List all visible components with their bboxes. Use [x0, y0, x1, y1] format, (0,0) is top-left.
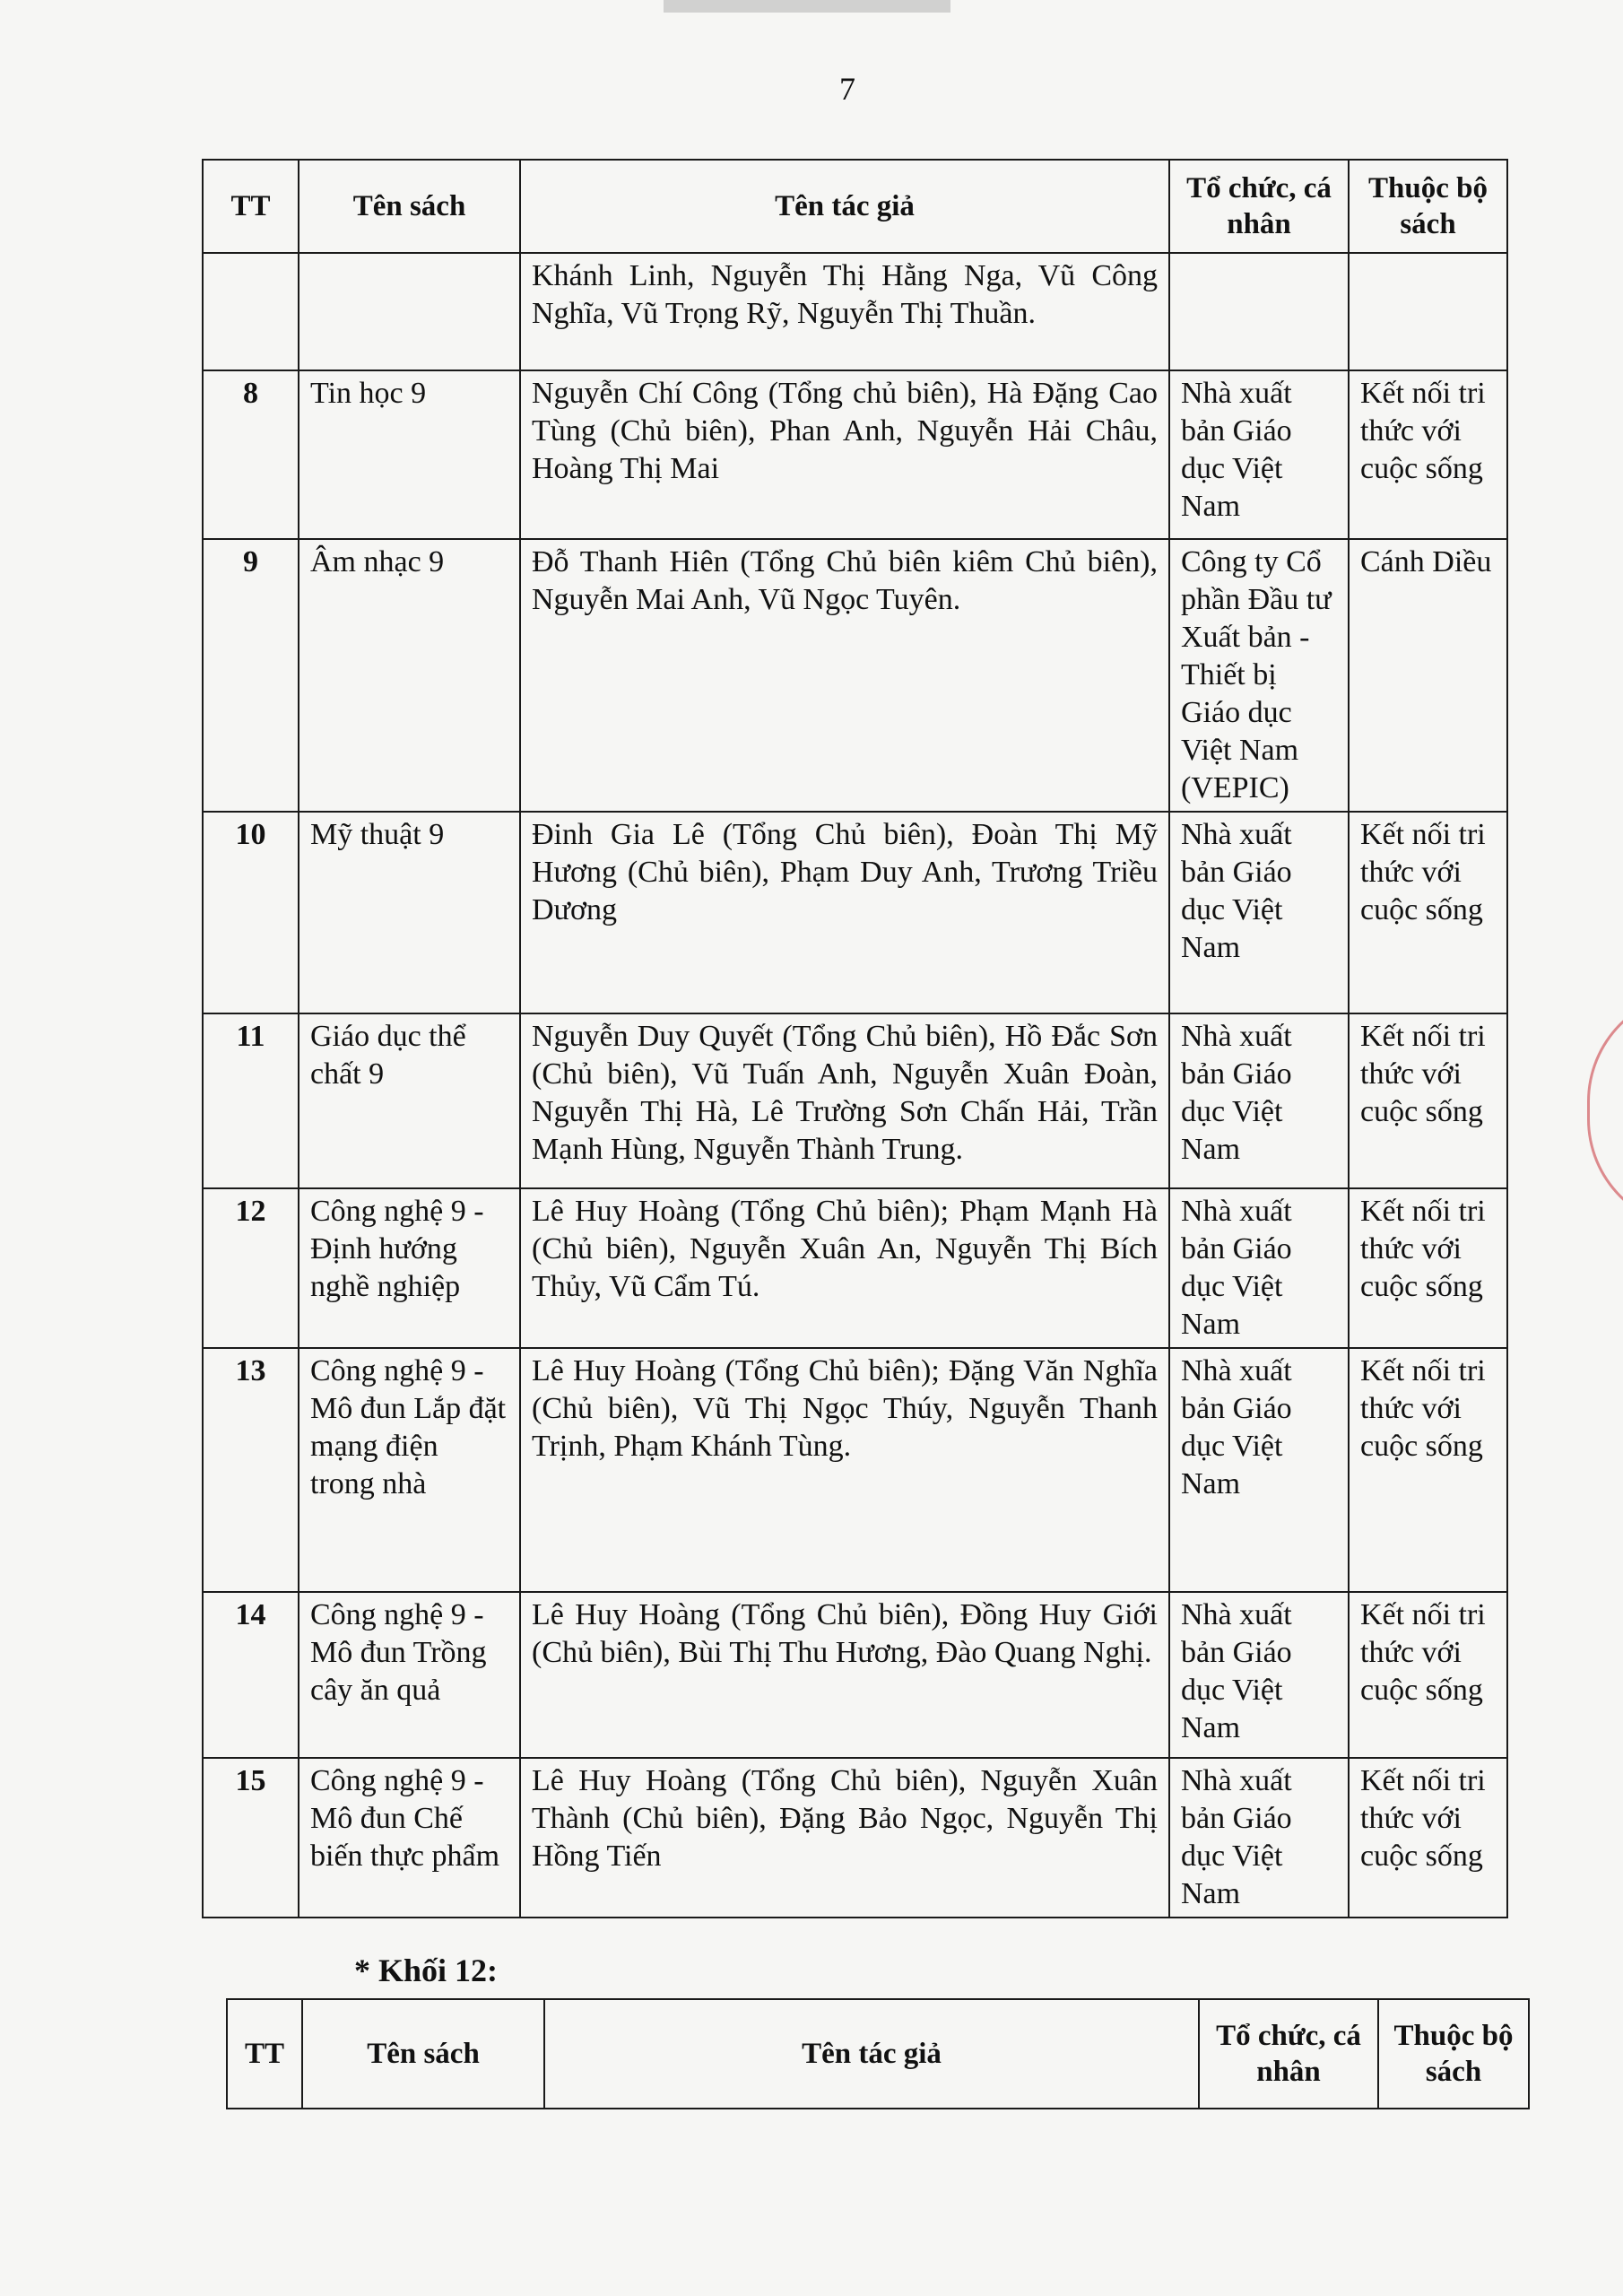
row-tt: 13	[203, 1348, 299, 1592]
row-book-name: Giáo dục thể chất 9	[299, 1013, 520, 1188]
table-row	[203, 1348, 1507, 1592]
books-table-grade-12	[226, 1998, 1530, 2109]
books-table-grade-9	[202, 159, 1508, 1918]
row-book-name: Mỹ thuật 9	[299, 812, 520, 1013]
table-row	[203, 812, 1507, 1013]
table-row	[203, 1758, 1507, 1918]
row-author: Lê Huy Hoàng (Tổng Chủ biên); Phạm Mạnh Hà (Chủ biên), Nguyễn Xuân An, Nguyễn Thị Bích Thủy, Vũ Cẩm Tú.	[520, 1188, 1169, 1348]
row-series: Kết nối tri thức với cuộc sống	[1349, 812, 1507, 1013]
row-series: Kết nối tri thức với cuộc sống	[1349, 1758, 1507, 1918]
table-row	[203, 539, 1507, 812]
row-book-name: Công nghệ 9 - Mô đun Trồng cây ăn quả	[299, 1592, 520, 1758]
row-organization: Nhà xuất bản Giáo dục Việt Nam	[1169, 1013, 1349, 1188]
row-tt: 12	[203, 1188, 299, 1348]
row-tt	[203, 253, 299, 370]
table-row	[203, 370, 1507, 539]
row-author: Khánh Linh, Nguyễn Thị Hằng Nga, Vũ Công Nghĩa, Vũ Trọng Rỹ, Nguyễn Thị Thuần.	[520, 253, 1169, 370]
scan-artifact-top	[664, 0, 950, 13]
row-organization: Nhà xuất bản Giáo dục Việt Nam	[1169, 1188, 1349, 1348]
header-series: Thuộc bộ sách	[1349, 160, 1507, 253]
row-tt: 14	[203, 1592, 299, 1758]
row-tt: 8	[203, 370, 299, 539]
table-header-row	[227, 1999, 1529, 2109]
row-series: Cánh Diều	[1349, 539, 1507, 812]
row-series: Kết nối tri thức với cuộc sống	[1349, 1013, 1507, 1188]
row-author: Lê Huy Hoàng (Tổng Chủ biên); Đặng Văn Nghĩa (Chủ biên), Vũ Thị Ngọc Thúy, Nguyễn Thanh Trịnh, Phạm Khánh Tùng.	[520, 1348, 1169, 1592]
row-organization: Nhà xuất bản Giáo dục Việt Nam	[1169, 1592, 1349, 1758]
row-author: Đỗ Thanh Hiên (Tổng Chủ biên kiêm Chủ biên), Nguyễn Mai Anh, Vũ Ngọc Tuyên.	[520, 539, 1169, 812]
row-author: Đinh Gia Lê (Tổng Chủ biên), Đoàn Thị Mỹ Hương (Chủ biên), Phạm Duy Anh, Trương Triều Dương	[520, 812, 1169, 1013]
row-organization: Nhà xuất bản Giáo dục Việt Nam	[1169, 1758, 1349, 1918]
row-tt: 15	[203, 1758, 299, 1918]
row-book-name: Âm nhạc 9	[299, 539, 520, 812]
table-row	[203, 1188, 1507, 1348]
header-organization: Tổ chức, cá nhân	[1169, 160, 1349, 253]
row-author: Nguyễn Duy Quyết (Tổng Chủ biên), Hồ Đắc Sơn (Chủ biên), Vũ Tuấn Anh, Nguyễn Xuân Đoàn, Nguyễn Thị Hà, Lê Trường Sơn Chấn Hải, Trần Mạnh Hùng, Nguyễn Thành Trung.	[520, 1013, 1169, 1188]
row-organization	[1169, 253, 1349, 370]
row-author: Lê Huy Hoàng (Tổng Chủ biên), Nguyễn Xuân Thành (Chủ biên), Đặng Bảo Ngọc, Nguyễn Thị Hồng Tiến	[520, 1758, 1169, 1918]
table-row	[203, 1013, 1507, 1188]
row-series: Kết nối tri thức với cuộc sống	[1349, 1348, 1507, 1592]
row-book-name: Công nghệ 9 - Định hướng nghề nghiệp	[299, 1188, 520, 1348]
row-organization: Nhà xuất bản Giáo dục Việt Nam	[1169, 1348, 1349, 1592]
header-tt: TT	[203, 160, 299, 253]
red-seal-stamp	[1587, 991, 1623, 1230]
row-tt: 11	[203, 1013, 299, 1188]
header-book-name: Tên sách	[299, 160, 520, 253]
table-row	[203, 253, 1507, 370]
header-tt: TT	[227, 1999, 302, 2109]
row-book-name: Tin học 9	[299, 370, 520, 539]
page-number: 7	[839, 71, 855, 107]
row-tt: 9	[203, 539, 299, 812]
row-series: Kết nối tri thức với cuộc sống	[1349, 1188, 1507, 1348]
row-book-name	[299, 253, 520, 370]
row-organization: Nhà xuất bản Giáo dục Việt Nam	[1169, 812, 1349, 1013]
header-author: Tên tác giả	[520, 160, 1169, 253]
row-tt: 10	[203, 812, 299, 1013]
header-series: Thuộc bộ sách	[1378, 1999, 1529, 2109]
row-series: Kết nối tri thức với cuộc sống	[1349, 1592, 1507, 1758]
table-row	[203, 1592, 1507, 1758]
row-organization: Nhà xuất bản Giáo dục Việt Nam	[1169, 370, 1349, 539]
row-series: Kết nối tri thức với cuộc sống	[1349, 370, 1507, 539]
row-author: Nguyễn Chí Công (Tổng chủ biên), Hà Đặng Cao Tùng (Chủ biên), Phan Anh, Nguyễn Hải Châu, Hoàng Thị Mai	[520, 370, 1169, 539]
section-heading-grade-12: * Khối 12:	[354, 1952, 499, 1988]
header-organization: Tổ chức, cá nhân	[1199, 1999, 1378, 2109]
header-book-name: Tên sách	[302, 1999, 544, 2109]
row-author: Lê Huy Hoàng (Tổng Chủ biên), Đồng Huy Giới (Chủ biên), Bùi Thị Thu Hương, Đào Quang Nghị.	[520, 1592, 1169, 1758]
row-book-name: Công nghệ 9 - Mô đun Chế biến thực phẩm	[299, 1758, 520, 1918]
table-header-row	[203, 160, 1507, 253]
row-book-name: Công nghệ 9 - Mô đun Lắp đặt mạng điện trong nhà	[299, 1348, 520, 1592]
row-organization: Công ty Cổ phần Đầu tư Xuất bản - Thiết bị Giáo dục Việt Nam (VEPIC)	[1169, 539, 1349, 812]
header-author: Tên tác giả	[544, 1999, 1199, 2109]
row-series	[1349, 253, 1507, 370]
